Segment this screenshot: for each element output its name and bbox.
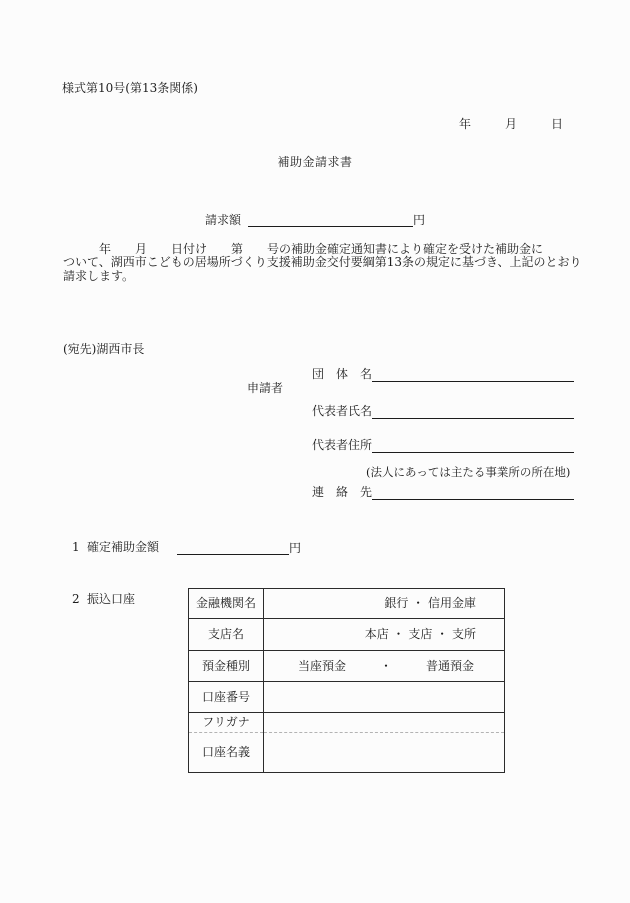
confirmed-subsidy-amount-blank-field — [177, 540, 289, 555]
branch-name-value: 本店 ・ 支店 ・ 支所 — [264, 619, 505, 651]
claim-amount-unit: 円 — [413, 212, 426, 227]
organization-name-label: 団 体 名 — [312, 367, 373, 381]
date-day-label: 日 — [550, 117, 563, 131]
item-number: 1 — [72, 540, 80, 554]
representative-address-label: 代表者住所 — [312, 438, 373, 452]
furigana-blank-cell — [264, 713, 505, 733]
body-paragraph-line: 請求します。 — [63, 268, 135, 283]
representative-address-field-row — [312, 438, 574, 453]
branch-name-label: 支店名 — [189, 619, 264, 651]
date-year-label: 年 — [459, 117, 472, 131]
contact-label: 連 絡 先 — [312, 485, 373, 499]
document-title: 補助金請求書 — [277, 155, 353, 169]
deposit-type-checking: 当座預金 — [298, 658, 347, 673]
deposit-type-value — [264, 651, 505, 682]
contact-blank-field — [372, 485, 574, 500]
confirmed-subsidy-amount-line — [72, 540, 301, 555]
confirmed-subsidy-amount-label: 確定補助金額 — [87, 540, 160, 554]
addressee: (宛先)湖西市長 — [63, 342, 145, 356]
table-row — [189, 733, 505, 773]
representative-name-blank-field — [372, 404, 574, 419]
body-paragraph — [63, 242, 582, 283]
claim-amount-label: 請求額 — [205, 212, 242, 227]
table-row — [189, 682, 505, 713]
body-paragraph-line: 年 月 日付け 第 号の補助金確定通知書により確定を受けた補助金に — [63, 242, 544, 256]
account-number-blank-cell — [264, 682, 505, 713]
table-row — [189, 651, 505, 682]
representative-name-field-row — [312, 404, 574, 419]
representative-address-blank-field — [372, 438, 574, 453]
deposit-type-ordinary: 普通預金 — [425, 658, 474, 673]
furigana-label: フリガナ — [189, 713, 264, 733]
item-number: 2 — [72, 592, 80, 606]
transfer-account-label: 振込口座 — [87, 592, 136, 606]
account-number-label: 口座番号 — [189, 682, 264, 713]
account-holder-label: 口座名義 — [189, 733, 264, 773]
organization-name-blank-field — [372, 367, 574, 382]
bank-account-table — [188, 588, 505, 773]
transfer-account-line — [72, 592, 135, 607]
date-month-label: 月 — [504, 117, 517, 131]
form-number: 様式第10号(第13条関係) — [62, 81, 198, 95]
applicant-label: 申請者 — [247, 381, 284, 395]
representative-address-note: (法人にあっては主たる事業所の所在地) — [366, 465, 571, 479]
claim-amount-line — [205, 212, 425, 227]
organization-name-field-row — [312, 367, 574, 382]
deposit-type-label: 預金種別 — [189, 651, 264, 682]
date-line — [459, 117, 563, 131]
financial-institution-value: 銀行 ・ 信用金庫 — [264, 589, 505, 619]
account-holder-blank-cell — [264, 733, 505, 773]
table-row — [189, 619, 505, 651]
confirmed-subsidy-amount-unit: 円 — [289, 540, 302, 555]
deposit-type-separator: ・ — [379, 658, 392, 673]
body-paragraph-line: ついて、湖西市こどもの居場所づくり支援補助金交付要綱第13条の規定に基づき、上記のとおり — [63, 255, 582, 270]
claim-amount-blank-field — [248, 212, 413, 227]
table-row — [189, 713, 505, 733]
representative-name-label: 代表者氏名 — [312, 404, 373, 418]
contact-field-row — [312, 485, 574, 500]
financial-institution-label: 金融機関名 — [189, 589, 264, 619]
table-row — [189, 589, 505, 619]
